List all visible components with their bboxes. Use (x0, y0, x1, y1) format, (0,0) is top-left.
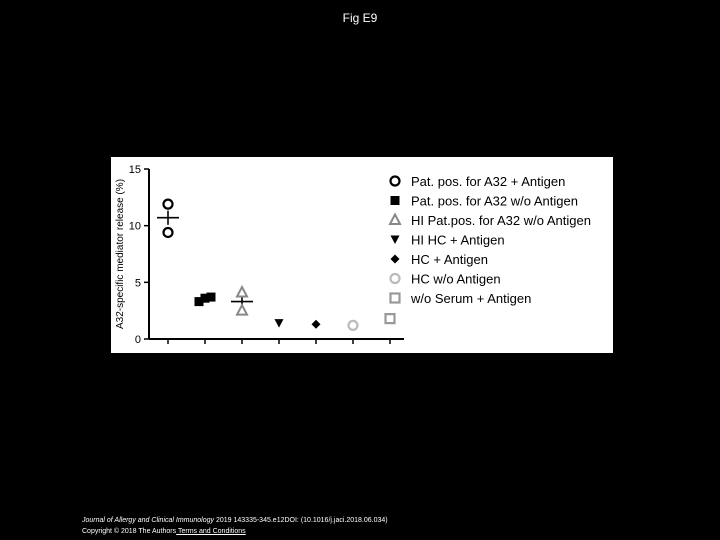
y-tick-label: 10 (128, 220, 141, 233)
data-point (386, 314, 395, 323)
data-point (164, 228, 173, 237)
legend-label: w/o Serum + Antigen (411, 291, 532, 306)
legend-label: Pat. pos. for A32 + Antigen (411, 174, 566, 189)
legend-label: HC w/o Antigen (411, 271, 501, 287)
y-tick-label: 15 (128, 164, 141, 176)
chart-legend (390, 174, 591, 306)
y-axis-label: A32-specific mediator release (%) (115, 178, 126, 330)
data-point (164, 200, 173, 209)
legend-label: HC + Antigen (411, 252, 488, 267)
citation-line (82, 515, 388, 526)
chart-marks (157, 200, 395, 330)
legend-marker (391, 294, 400, 303)
y-tick-label: 5 (134, 277, 141, 290)
y-tick-label: 0 (134, 334, 141, 346)
footer (82, 515, 388, 537)
journal-name: Journal of Allergy and Clinical Immunology (82, 517, 215, 524)
data-point (349, 321, 358, 330)
legend-label: Pat. pos. for A32 w/o Antigen (411, 193, 578, 209)
data-point (312, 320, 321, 329)
legend-label: HI Pat.pos. for A32 w/o Antigen (411, 213, 591, 228)
legend-marker (391, 236, 400, 245)
figure-panel (111, 157, 613, 353)
legend-marker (391, 177, 400, 186)
copyright-text: Copyright © 2018 The Authors (82, 528, 177, 535)
data-point (275, 319, 284, 328)
legend-marker (391, 274, 400, 283)
chart-axes (115, 164, 404, 346)
terms-link[interactable]: Terms and Conditions (176, 528, 246, 535)
legend-label: HI HC + Antigen (411, 232, 505, 248)
legend-marker (391, 196, 400, 205)
copyright-line (82, 526, 388, 537)
slide-title: Fig E9 (342, 11, 378, 25)
legend-marker (390, 215, 400, 225)
data-point (237, 287, 247, 297)
data-point (207, 293, 216, 302)
citation-text: 2019 143335-345.e12DOI: (10.1016/j.jaci.2018.06.034) (214, 517, 388, 524)
scatter-chart (111, 157, 613, 353)
data-point (237, 305, 247, 315)
legend-marker (391, 255, 400, 264)
